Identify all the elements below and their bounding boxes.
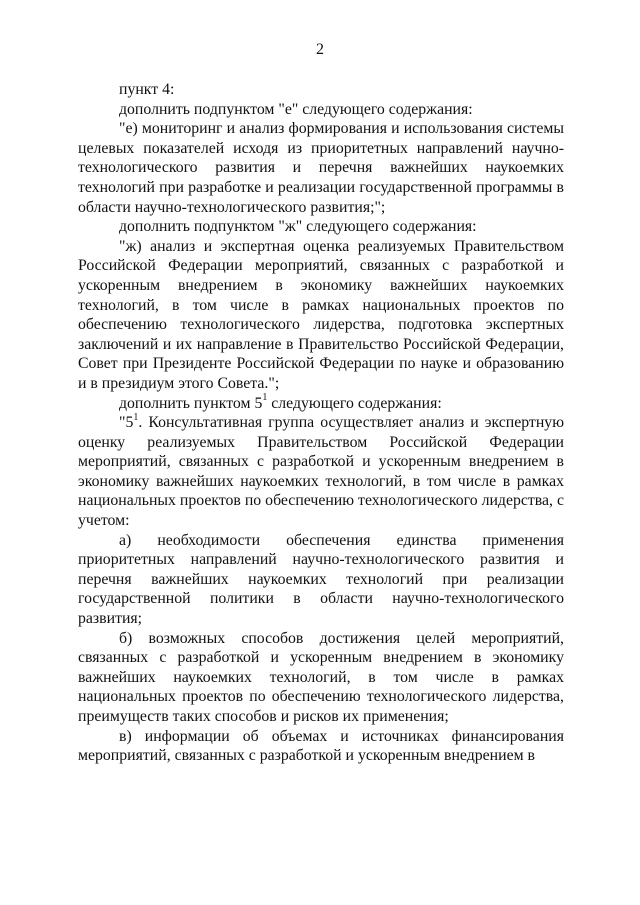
- paragraph-amend-subitem-e: дополнить подпунктом "е" следующего содержания:: [119, 100, 473, 118]
- paragraph-subitem-e-text: "е) мониторинг и анализ формирования и использования системы целевых показателей исходя из приоритетных направлений научно-технологического развития и перечня важнейших наукоемких технологий при разработке и реализации государственной программы в области научно-технологического развития;";: [78, 120, 564, 216]
- paragraph-item-4: пункт 4:: [119, 81, 175, 98]
- item-5-1-number: "5: [119, 414, 134, 432]
- superscript-one: 1: [262, 392, 268, 404]
- paragraph-subitem-zh-text: "ж) анализ и экспертная оценка реализуемых Правительством Российской Федерации мероприятий, связанных с разработкой и ускоренным внедрением в экономику важнейших наукоемких технологий, в том числе в рамках национальных проектов по обеспечению технологического лидерства, подготовка экспертных заключений и их направление в Правительство Российской Федерации, Совет при Президенте Российской Федерации по науке и образованию и в президиум этого Совета.";: [78, 237, 564, 392]
- paragraph-amend-item-5-1: [78, 394, 564, 414]
- page-number: 2: [316, 41, 324, 58]
- paragraph-subitem-v: в) информации об объемах и источниках финансирования мероприятий, связанных с разработкой и ускоренным внедрением в: [78, 727, 564, 765]
- paragraph-subitem-b: б) возможных способов достижения целей мероприятий, связанных с разработкой и ускоренным внедрением в экономику важнейших наукоемких технологий, в том числе в рамках национальных проектов по обеспечению технологического лидерства, преимуществ таких способов и рисков их применения;: [78, 629, 564, 725]
- paragraph-amend-subitem-zh: дополнить подпунктом "ж" следующего содержания:: [119, 218, 477, 236]
- superscript-one: 1: [133, 411, 139, 423]
- paragraph-item-5-1-text: [78, 413, 564, 531]
- amend-item-text-end: следующего содержания:: [267, 394, 442, 412]
- document-body: [78, 80, 564, 766]
- item-5-1-body: . Консультативная группа осуществляет анализ и экспертную оценку реализуемых Правительством Российской Федерации мероприятий, связанных с разработкой и ускоренным внедрением в экономику важнейших наукоемких технологий, в том числе в рамках национальных проектов по обеспечению технологического лидерства, с учетом:: [78, 414, 564, 530]
- paragraph-subitem-a: а) необходимости обеспечения единства применения приоритетных направлений научно-технологического развития и перечня важнейших наукоемких технологий при реализации государственной политики в области научно-технологического развития;: [78, 531, 564, 628]
- amend-item-text-start: дополнить пунктом 5: [119, 394, 263, 412]
